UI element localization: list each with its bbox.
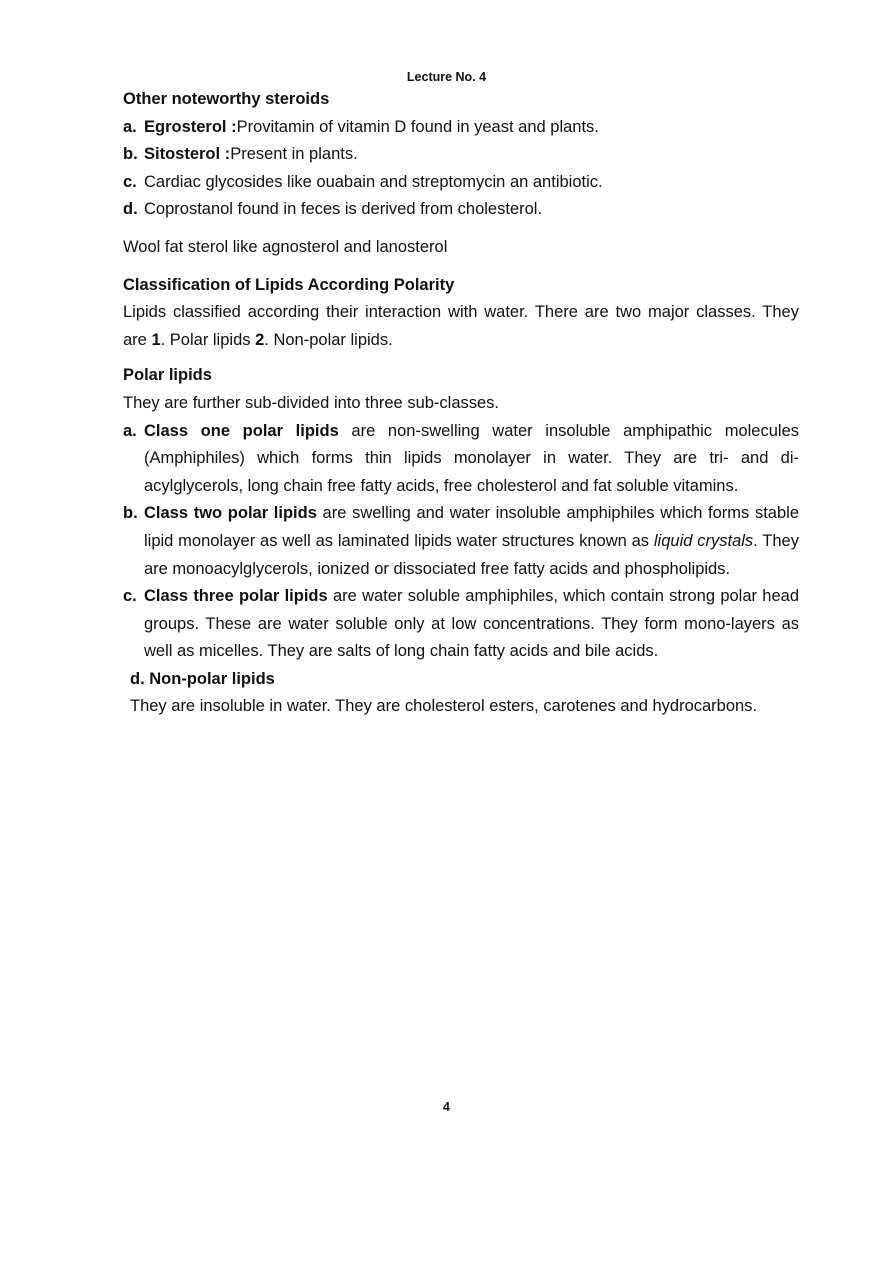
list-item-text [144, 169, 799, 197]
wool-fat-paragraph: Wool fat sterol like agnosterol and lanosterol [123, 237, 448, 256]
class-name-2: . Non-polar lipids. [264, 330, 393, 349]
list-marker: c. [123, 587, 137, 606]
description: are swelling and water insoluble amphiphiles which forms stable lipid monolayer as well as laminated lipids water structures known as [144, 504, 799, 550]
term: Class two polar lipids [144, 504, 317, 523]
class-number-1: 1 [151, 330, 161, 349]
description: Provitamin of vitamin D found in yeast and plants. [236, 117, 599, 136]
page-content [123, 86, 799, 721]
steroid-item-a [123, 114, 799, 142]
list-marker: d. [123, 200, 138, 219]
polar-class-a [123, 418, 799, 501]
term: Class three polar lipids [144, 587, 328, 606]
polar-class-c [123, 583, 799, 666]
non-polar-paragraph: They are insoluble in water. They are cholesterol esters, carotenes and hydrocarbons. [130, 697, 758, 716]
class-number-2: 2 [255, 330, 265, 349]
italic-term: liquid crystals [653, 531, 754, 550]
list-marker: b. [123, 145, 138, 164]
list-marker: a. [123, 421, 137, 440]
classification-paragraph [123, 299, 799, 354]
list-item-text [144, 500, 799, 583]
classification-intro: Lipids classified according their interaction with water. There are two major classes. They are [123, 303, 799, 349]
term: Egrosterol : [144, 117, 237, 136]
description: Coprostanol found in feces is derived from cholesterol. [144, 200, 543, 219]
term: Class one polar lipids [144, 421, 339, 440]
list-item-text [144, 141, 799, 169]
description: Cardiac glycosides like ouabain and streptomycin an antibiotic. [144, 172, 603, 191]
classification-heading: Classification of Lipids According Polarity [123, 275, 455, 294]
page-number: 4 [443, 1100, 450, 1114]
steroid-item-d [123, 196, 799, 224]
polar-lipids-heading: Polar lipids [123, 366, 212, 385]
class-name-1: . Polar lipids [160, 330, 256, 349]
term: Sitosterol : [144, 145, 231, 164]
description: are water soluble amphiphiles, which contain strong polar head groups. These are water soluble only at low concentrations. They form mono-layers as well as micelles. They are salts of long chain fatty acids and bile acids. [144, 587, 799, 661]
steroid-item-c [123, 169, 799, 197]
list-marker: a. [123, 117, 137, 136]
steroids-heading: Other noteworthy steroids [123, 90, 330, 108]
list-marker: c. [123, 172, 137, 191]
steroid-item-b [123, 141, 799, 169]
lecture-header: Lecture No. 4 [406, 70, 487, 84]
description-end: . They are monoacylglycerols, ionized or dissociated free fatty acids and phospholipids. [144, 531, 799, 578]
list-item-text [144, 583, 799, 666]
non-polar-heading: d. Non-polar lipids [130, 669, 275, 688]
polar-lipids-intro: They are further sub-divided into three sub-classes. [123, 393, 500, 412]
list-item-text [144, 114, 799, 142]
description: are non-swelling water insoluble amphipathic molecules (Amphiphiles) which forms thin lipids monolayer in water. They are tri- and di- acylglycerols, long chain free fatty acids, free cholesterol and fat soluble vitamins. [144, 421, 799, 495]
list-item-text [144, 418, 799, 501]
list-item-text [144, 196, 799, 224]
list-marker: b. [123, 504, 138, 523]
description: Present in plants. [230, 145, 358, 164]
polar-class-b [123, 500, 799, 583]
